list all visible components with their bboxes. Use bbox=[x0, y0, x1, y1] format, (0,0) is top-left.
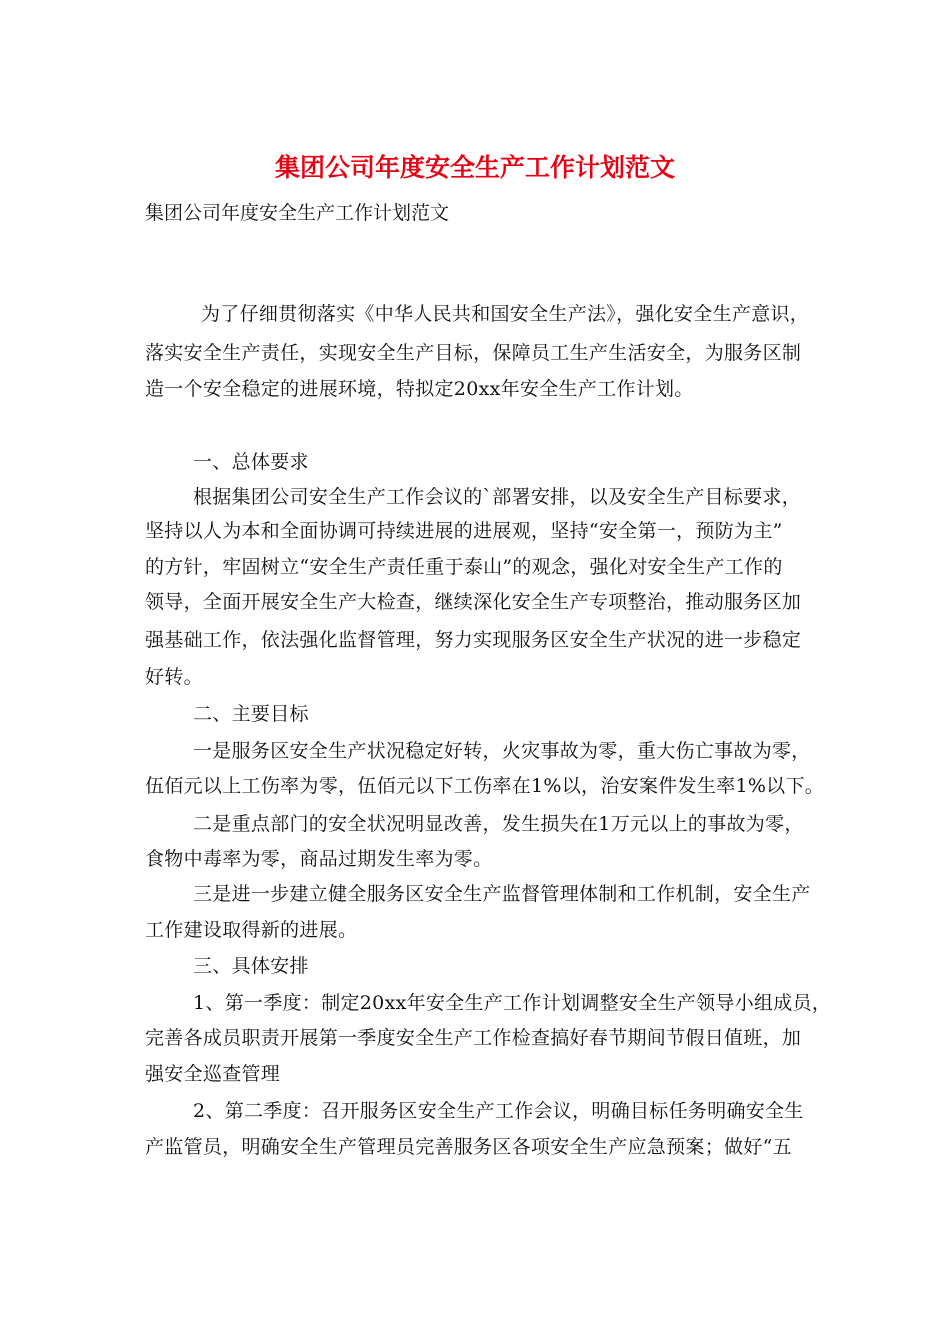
paragraph-line: 坚持以人为本和全面协调可持续进展的进展观，坚持“安全第一，预防为主” bbox=[145, 520, 783, 542]
goal-line: 三是进一步建立健全服务区安全生产监督管理体制和工作机制，安全生产 bbox=[193, 883, 811, 905]
paragraph-line: 的方针，牢固树立“安全生产责任重于泰山”的观念，强化对安全生产工作的 bbox=[145, 556, 783, 578]
paragraph-line: 好转。 bbox=[145, 666, 203, 688]
section-heading: 三、具体安排 bbox=[193, 955, 309, 977]
document-subtitle: 集团公司年度安全生产工作计划范文 bbox=[145, 202, 450, 224]
paragraph-line: 根据集团公司安全生产工作会议的`部署安排，以及安全生产目标要求， bbox=[193, 486, 802, 508]
section-heading: 一、总体要求 bbox=[193, 451, 309, 473]
section-heading: 二、主要目标 bbox=[193, 703, 309, 725]
document-title: 集团公司年度安全生产工作计划范文 bbox=[274, 153, 675, 182]
intro-line: 为了仔细贯彻落实《中华人民共和国安全生产法》，强化安全生产意识， bbox=[201, 303, 810, 325]
schedule-line: 产监管员，明确安全生产管理员完善服务区各项安全生产应急预案；做好“五 bbox=[145, 1136, 792, 1158]
intro-line: 造一个安全稳定的进展环境，特拟定20xx年安全生产工作计划。 bbox=[145, 378, 694, 400]
paragraph-line: 领导，全面开展安全生产大检查，继续深化安全生产专项整治，推动服务区加 bbox=[145, 591, 802, 613]
goal-line: 伍佰元以上工伤率为零，伍佰元以下工伤率在1%以，治安案件发生率1%以下。 bbox=[145, 775, 825, 797]
goal-line: 二是重点部门的安全状况明显改善，发生损失在1万元以上的事故为零， bbox=[193, 813, 804, 835]
schedule-line: 强安全巡查管理 bbox=[145, 1063, 281, 1085]
goal-line: 工作建设取得新的进展。 bbox=[145, 919, 358, 941]
paragraph-line: 强基础工作，依法强化监督管理，努力实现服务区安全生产状况的进一步稳定 bbox=[145, 629, 802, 651]
intro-line: 落实安全生产责任，实现安全生产目标，保障员工生产生活安全，为服务区制 bbox=[145, 342, 802, 364]
schedule-line: 完善各成员职责开展第一季度安全生产工作检查搞好春节期间节假日值班，加 bbox=[145, 1027, 802, 1049]
schedule-line: 1、第一季度：制定20xx年安全生产工作计划调整安全生产领导小组成员， bbox=[193, 992, 832, 1014]
schedule-line: 2、第二季度：召开服务区安全生产工作会议，明确目标任务明确安全生 bbox=[193, 1100, 804, 1122]
goal-line: 食物中毒率为零，商品过期发生率为零。 bbox=[145, 848, 493, 870]
goal-line: 一是服务区安全生产状况稳定好转，火灾事故为零，重大伤亡事故为零， bbox=[193, 740, 811, 762]
